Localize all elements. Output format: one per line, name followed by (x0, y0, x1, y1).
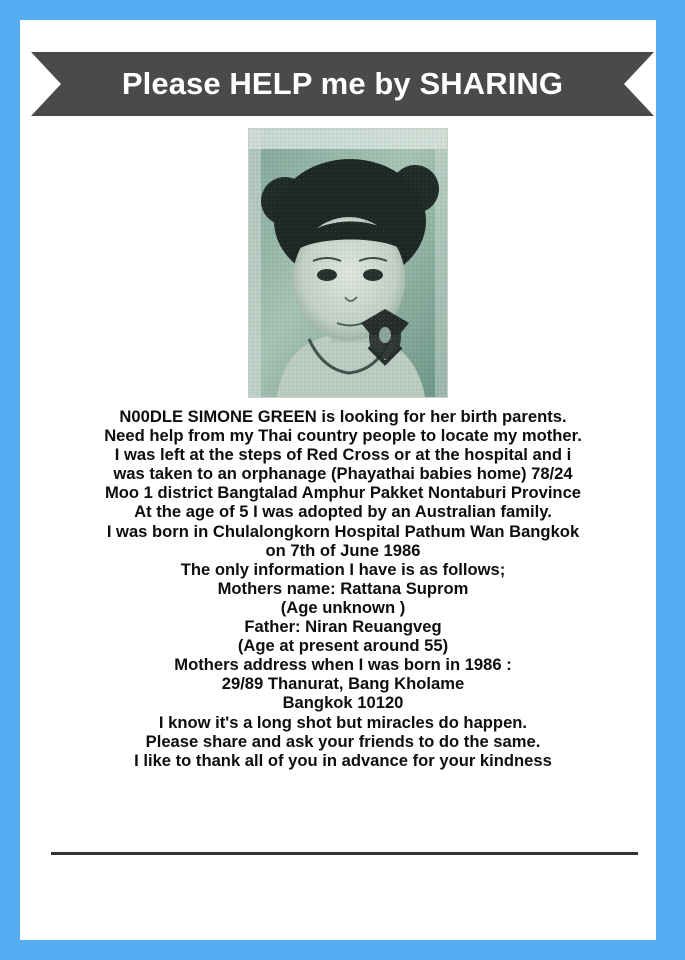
appeal-line: I was left at the steps of Red Cross or at the hospital and i (114, 445, 572, 465)
appeal-line: (Age at present around 55) (237, 636, 449, 656)
appeal-line: Mothers address when I was born in 1986 : (174, 655, 512, 675)
appeal-line: Father: Niran Reuangveg (244, 617, 442, 637)
appeal-line: was taken to an orphanage (Phayathai babies home) 78/24 (113, 464, 573, 484)
appeal-line: Bangkok 10120 (282, 693, 404, 713)
banner-title: Please HELP me by SHARING (121, 66, 564, 101)
portrait-image (249, 129, 447, 397)
divider-line (51, 852, 638, 855)
appeal-line: I like to thank all of you in advance for your kindness (134, 750, 552, 770)
child-portrait-photo (248, 128, 448, 398)
appeal-line: Please share and ask your friends to do the same. (145, 731, 541, 751)
appeal-line: I know it's a long shot but miracles do happen. (158, 712, 528, 732)
ribbon-banner (31, 52, 654, 116)
appeal-line: 29/89 Thanurat, Bang Kholame (221, 674, 465, 694)
appeal-line: on 7th of June 1986 (265, 540, 421, 560)
appeal-line: Need help from my Thai country people to locate my mother. (104, 426, 582, 446)
appeal-line: I was born in Chulalongkorn Hospital Pathum Wan Bangkok (106, 521, 580, 541)
appeal-line: The only information I have is as follows; (180, 559, 506, 579)
appeal-text (40, 407, 646, 770)
appeal-line: (Age unknown ) (280, 597, 406, 617)
appeal-line: Moo 1 district Bangtalad Amphur Pakket Nontaburi Province (104, 483, 582, 503)
appeal-line: N00DLE SIMONE GREEN is looking for her birth parents. (119, 407, 567, 426)
appeal-line: Mothers name: Rattana Suprom (217, 578, 469, 598)
appeal-line: At the age of 5 I was adopted by an Australian family. (134, 502, 552, 522)
